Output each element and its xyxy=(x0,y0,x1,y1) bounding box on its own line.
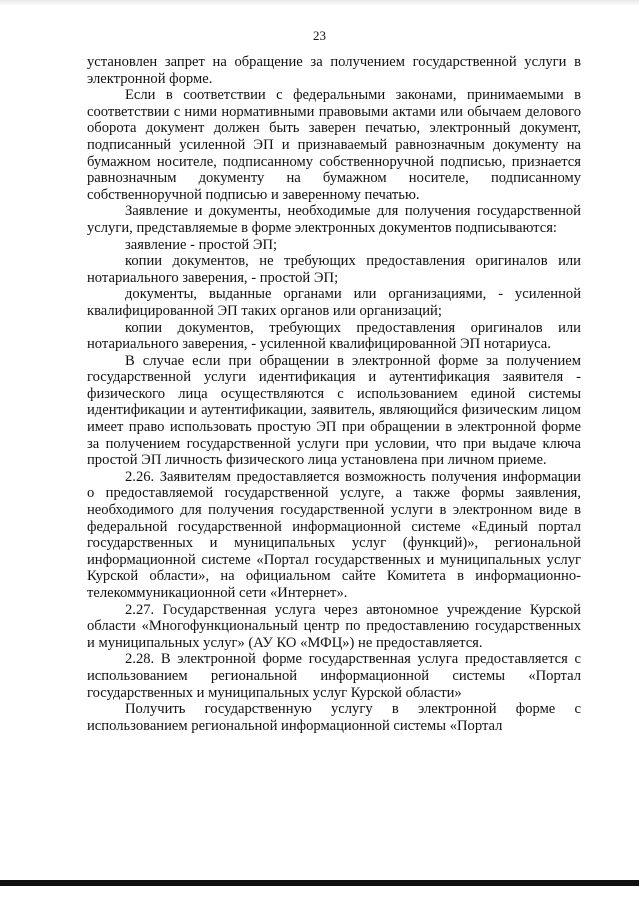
paragraph-3: заявление - простой ЭП; xyxy=(125,236,278,253)
paragraph-4: копии документов, не требующих предоставления оригиналов или нотариального заверения, - простой ЭП; xyxy=(87,253,581,286)
paragraph-11: Получить государственную услугу в электронной форме с использованием региональной информационной системы «Портал xyxy=(87,701,581,734)
paragraph-5: документы, выданные органами или организациями, - усиленной квалифицированной ЭП таких органов или организаций; xyxy=(87,286,581,319)
paragraph-0: установлен запрет на обращение за получением государственной услуги в электронной форме. xyxy=(87,54,581,87)
paragraph-6: копии документов, требующих предоставления оригиналов или нотариального заверения, - усиленной квалифицированной ЭП нотариуса. xyxy=(87,319,581,353)
paragraph-2: Заявление и документы, необходимые для получения государственной услуги, представляемые в форме электронных документов подписываются: xyxy=(87,203,581,236)
paragraph-9: 2.27. Государственная услуга через автономное учреждение Курской области «Многофункциональный центр по предоставлению государственных и муниципальных услуг» (АУ КО «МФЦ») не предоставляется. xyxy=(87,601,581,651)
scan-edge xyxy=(0,0,639,6)
paragraph-8: 2.26. Заявителям предоставляется возможность получения информации о предоставляемой государственной услуге, а также формы заявления, необходимого для получения государственной услуги в электронном виде в федеральной государственной информационной системе «Единый портал государственных и муниципальных услуг (функций)», региональной информационной системе «Портал государственных и муниципальных услуг Курской области», на официальном сайте Комитета в информационно-телекоммуникационной сети «Интернет». xyxy=(87,468,581,601)
page-number: 23 xyxy=(313,28,326,43)
document-body xyxy=(87,54,581,734)
bottom-border-line xyxy=(0,880,639,886)
paragraph-1: Если в соответствии с федеральными законами, принимаемыми в соответствии с ними нормативными правовыми актами или обычаем делового оборота документ должен быть заверен печатью, электронный документ, подписанный усиленной ЭП и признаваемый равнозначным документу на бумажном носителе, подписанному собственноручной подписью, признается равнозначным документу на бумажном носителе, подписанному собственноручной подписью и заверенному печатью. xyxy=(87,87,581,203)
paragraph-7: В случае если при обращении в электронной форме за получением государственной услуги идентификация и аутентификация заявителя - физического лица осуществляются с использованием единой системы идентификации и аутентификации, заявитель, являющийся физическим лицом имеет право использовать простую ЭП при обращении в электронной форме за получением государственной услуги при условии, что при выдаче ключа простой ЭП личность физического лица установлена при личном приеме. xyxy=(87,352,581,469)
paragraph-10: 2.28. В электронной форме государственная услуга предоставляется с использованием региональной информационной системы «Портал государственных и муниципальных услуг Курской области» xyxy=(87,651,581,701)
